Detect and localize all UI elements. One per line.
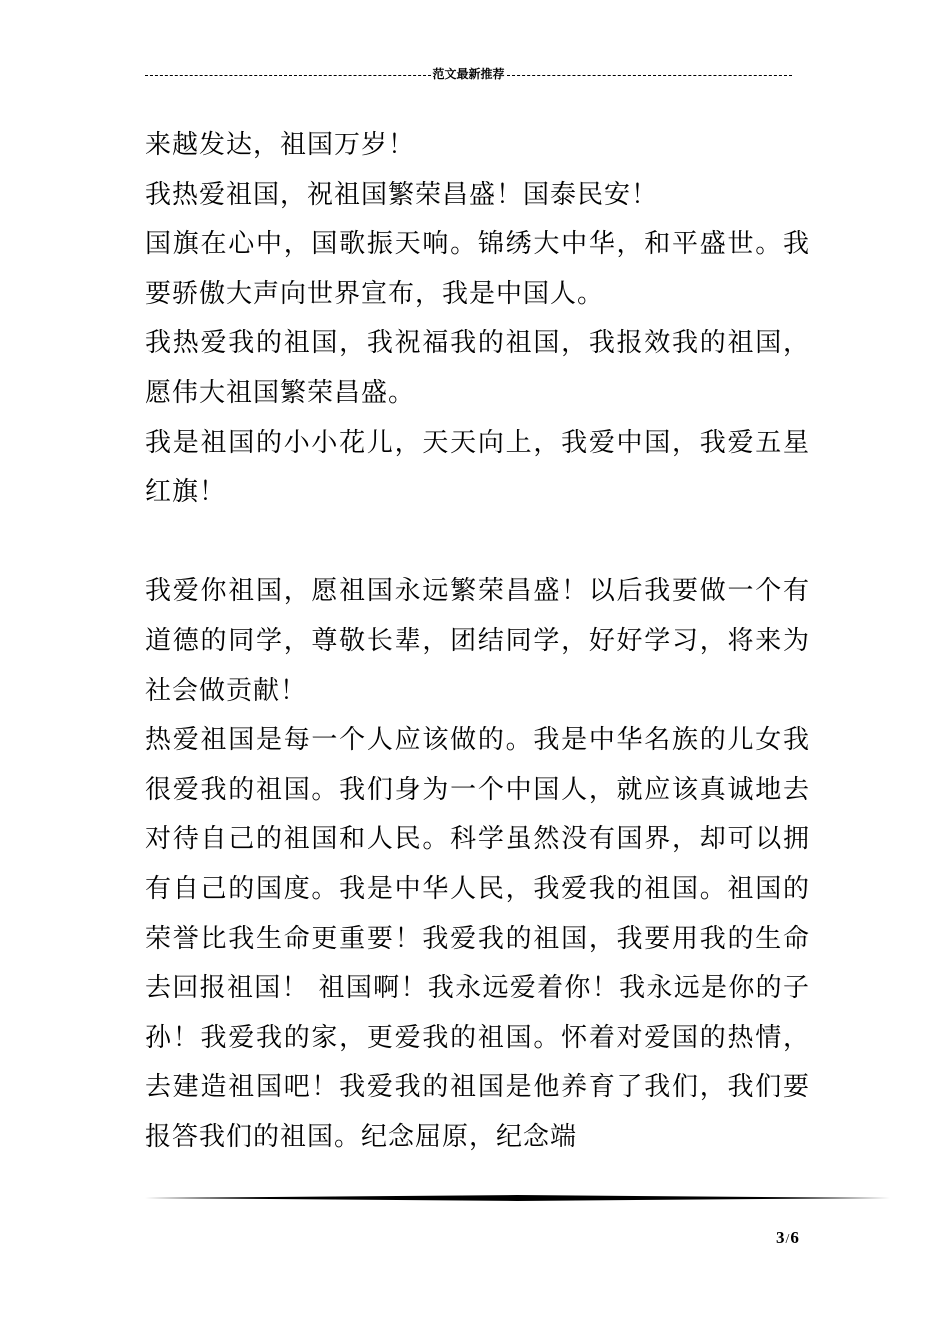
page-separator: / <box>785 1232 790 1247</box>
paragraph: 我爱你祖国，愿祖国永远繁荣昌盛！以后我要做一个有道德的同学，尊敬长辈，团结同学，好好学习，将来为社会做贡献！ <box>145 576 810 706</box>
header-dashed-line-right <box>507 75 793 76</box>
paragraph: 我热爱祖国，祝祖国繁荣昌盛！国泰民安！ <box>145 179 659 210</box>
paragraph: 来越发达，祖国万岁！ <box>145 130 416 160</box>
footer-rule <box>145 1194 890 1202</box>
blank-line <box>145 518 810 568</box>
document-body <box>145 121 810 1162</box>
paragraph: 热爱祖国是每一个人应该做的。我是中华名族的儿女我很爱我的祖国。我们身为一个中国人，就应该真诚地去对待自己的祖国和人民。科学虽然没有国界，却可以拥有自己的国度。我是中华人民，我爱我的祖国。祖国的荣誉比我生命更重要！我爱我的祖国，我要用我的生命去回报祖国！ 祖国啊！我永远爱着你！我永远是你的子孙！我爱我的家，更爱我的祖国。怀着对爱国的热情，去建造祖国吧！我爱我的祖国是他养育了我们，我们要报答我们的祖国。纪念屈原，纪念端 <box>145 725 810 1152</box>
header-title: 范文最新推荐 <box>432 67 505 81</box>
page-number <box>776 1228 799 1250</box>
paragraph: 我热爱我的祖国，我祝福我的祖国，我报效我的祖国，愿伟大祖国繁荣昌盛。 <box>145 328 810 408</box>
paragraph: 国旗在心中，国歌振天响。锦绣大中华，和平盛世。我要骄傲大声向世界宣布，我是中国人。 <box>145 229 810 309</box>
header-dashed-line-left <box>145 75 431 76</box>
page-current: 3 <box>776 1228 785 1247</box>
page-header <box>145 66 792 82</box>
page-total: 6 <box>790 1228 799 1247</box>
paragraph: 我是祖国的小小花儿，天天向上，我爱中国，我爱五星红旗！ <box>145 427 810 508</box>
